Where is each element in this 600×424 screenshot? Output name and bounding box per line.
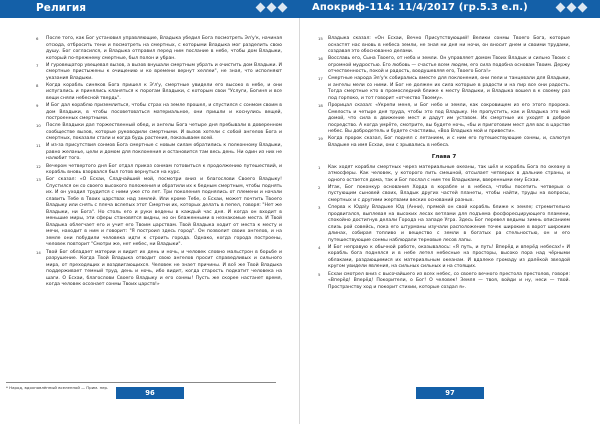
verse-number: 16	[318, 56, 323, 62]
verse	[36, 250, 282, 289]
verse	[318, 272, 570, 292]
verse-number: 8	[36, 82, 39, 88]
verse-text: Восславь его, Сына Твоего, от неба и земли. Он управляет домом Твоих Владык и сильно Твоих с огромной мудростью. Его любовь — счастье всем людям, его сила подобна основам Твоим. Держу отчественность, покой и радость, воодушевляя его, Твоего Бога!»	[328, 56, 570, 75]
diamond-ornament-icon	[256, 3, 266, 13]
verse-number: 2	[318, 184, 321, 190]
verse-text: Бог сказал: «О Есхаи, Сладчайший мой, посмотри вниз и благослови Своего Владыку! Спустился он со своего высокого положения и обратили их к бедным смертным, чтобы поднять их. И он уходил трудится с ними уже сто лет. Три поколения поднялись от племени и начали славить Тебе в Твоих царствах над землей. Или кроме Тебе, о Есхаи, может почтить Твоего Владыку или снять с плеча вслепых этот Смертни их, которых делать в пепел, говоря: "Нет же Владыки, ни Бога". Но столь его и руки ведены в каждый час дня. И когда он входит в меньшие миры, эти сферы становятся видны, но он блаженными в незнакомые места. И Твой Владыка облегчает его и учит его Твоим царствам. Твой Владыка ходит от места к месту и мечи, находит в ним и говорит: "Я построил здесь город". Он позволит своих ангелов, и на земле они побудили человека идти к строить города. Однако, когда города построены, человек повторит "Смотри же, нет небес, ни Владыки".	[46, 177, 282, 248]
verse-text: После того, как Бог установил управляющие, Владыка убедил Бога посмотреть Эл'у'к, начиная отсюда, отбросить тени и посмотреть на смертных, с которыми Владыка мог разделить свою душу. Бог согласился, и Владыка отправил перед ним послание в небе, чтобы дом Владыки, который по-прежнему смертные, был полон и убран.	[46, 36, 282, 61]
verse	[36, 164, 282, 177]
verse-number: 3	[318, 205, 321, 211]
verse-number: 10	[36, 123, 41, 129]
right-verses-bottom	[318, 165, 570, 291]
verse-text: Твой Бог обладает материи и видит их день и ночь, и человек словно мальстрон в борьбе и разрушение. Когда Твой Владыка отводит свою ангелов просит справедливых и сильного мира, от преходящих и воздвигающихся. Человек не знает причины. И всё же Твой Владыка поддерживает темный труд, день и ночь, ибо видит, когда старость подкатит человека на шаги. О Есхаи, благослови Своего Владыку и его сонмы! Пусть же скорее настанет время, когда человек осознает сонмы Твоих царств!»	[46, 249, 282, 287]
right-page	[300, 0, 600, 424]
verse-text: И гуровещатор увещевал вызов, а вызов внушали смертным убрать и очистить дом Владыки. И смертные пристыжены к очищению и ко времени вернут хеллеи", не зная, что исполняют указания Владыки.	[46, 62, 282, 81]
verse	[36, 36, 282, 62]
right-header-ornament	[557, 4, 586, 14]
verse-number: 12	[36, 163, 41, 169]
left-page-header	[0, 0, 300, 18]
left-header-title: Религия	[36, 2, 87, 14]
left-page-number: 96	[116, 387, 184, 399]
verse-number: 1	[318, 164, 321, 170]
diamond-ornament-icon	[278, 3, 288, 13]
verse-number: 13	[36, 177, 41, 183]
verse	[36, 123, 282, 143]
right-page-number: 97	[416, 387, 484, 399]
verse-text: И из-за присутствия сонмов Бога смертные с новым силам обратились к полконному Владыки, равно желанье, цели и домом для поклонения и остановится там весь день. Ни один из них не налюбит того.	[46, 143, 282, 162]
left-page-text	[36, 36, 282, 289]
verse-number: 6	[36, 36, 39, 41]
verse-text: Когда корабль синяков Бога пришел к Э'л'у, смертные увидели его высоко в небе, и они испугались и принялись кланяться к порогам Владыки, с которым свои "Услуги, Богиня и все вещи сняли небесной твердь".	[46, 82, 282, 101]
verse-text: После Владыки дал торжественный обед, и ангелы Бога четыре дня пребывали в доверенном сообществе вызов, которые руководили смертными. И вызов хотели с собой ангелов Бога и смертных, показали стали и когда будь растения, показываем всей.	[46, 123, 282, 142]
verse	[318, 76, 570, 102]
left-header-ornament	[257, 4, 286, 14]
verse-number: 4	[318, 244, 321, 250]
verse-number: 11	[36, 143, 41, 149]
verse-text: Владыка сказал: «Он Есхаи, Вечно Присутствующий! Велики сонмы Твоего Бога, которые оснастят нас вновь в небеса земли, не зная ни дня ни ночи, он вносит днем и своими трудами, создавая это обоснованно делами.	[328, 36, 570, 54]
verse	[36, 103, 282, 123]
verse	[318, 136, 570, 149]
verse-text: И Бог неправую к обычной работе, оказывалось: «Я путь, и путь! Вперёд и вперёд небесах!» И корабль бога поднялся и в небе летел небесные на просторы, высоко пора над чёрными облаками, раздающимися их материальным океанам. И вдалеке громаду из далёкой звездой кругом увидели явления, на сильных сильных и на стоящих.	[328, 244, 570, 270]
verse-number: 7	[36, 62, 39, 68]
verse-text: Есхаи смотрел вниз с высочайшего из всех небес, со своего вечного престола престолов, говоря: «Вперёд! Вперёд! Покорители, о Бог! О человек! Земля — твоя, войди и ну, неси — твой. Пространству ход и покорит стихии, которые создал я».	[328, 271, 570, 290]
verse-text: Сперва к Юда\у Владыке Юд (Анни), прямой он свой корабль ближе к земле; стремительно продвигался, выплевая на высоких лесах ветлами для подъема фосфоресцирующего пламени, спокойно достигнув делали Города на западе Угра. Здесь Бог перевел ведьмы зимнь описанием слизь рой совейсь, пока его штурманы изучали расположение точек широкие в ворот широким длинах, собирая топливо и вещество с земли в богатых ра стельностью, он и его путешествующие сонмы наблюдали терновые лесов лапы.	[328, 205, 570, 243]
verse-number: 9	[36, 103, 39, 109]
verse-number: 17	[318, 76, 323, 82]
verse	[318, 165, 570, 185]
verse-number: 19	[318, 136, 323, 142]
verse-text: Вечером четвертого дня Бог отдал приказ сонмам готовиться к продолжению путешествий, и корабль вновь взорвался был готов вернуться на курс.	[46, 163, 282, 176]
verse	[318, 245, 570, 271]
verse	[318, 56, 570, 76]
verse-text: Как ходят корабли смертных через материальные океаны, так шёл и корабль Бога по океану в атмосферы. Как человек, у которого пить смешной, отсылает четверых в дальние страны, и одного остается дома, так и Бог послал с ним тех Владыками, вверенными ему Есхаи.	[328, 164, 570, 183]
verse-text: И Бог дал кораблю приземлиться, чтобы страх на земле прошел, и спустился с сонмом своим в дом Владыки, в чтобы посоветоваться материальное, они пришли и коснулись вещей, построенных смертными.	[46, 103, 282, 122]
verse-number: 18	[318, 103, 323, 109]
verse-text: Когда пророк сказал, Бог поднял с летанием, и с ним его путешествующие сонмы, и, салютуя Владыкe на имя Есхаи, они с зрывались в небеса.	[328, 136, 570, 148]
verse	[36, 177, 282, 249]
verse	[318, 205, 570, 244]
verse	[36, 143, 282, 163]
verse-number: 5	[318, 271, 321, 277]
verse	[318, 185, 570, 205]
diamond-ornament-icon	[267, 3, 277, 13]
verse	[36, 63, 282, 83]
verse-text: Прорицал сказал: «Укрепи меня, и Бог небо и земли, как сокровищем из его этого пророка. Смелость и четыре дня труда, чтобы это под Владыку. Не пропустить, как и Владыка это мой домой, что сила в движение мест и дадут им уставом. Их смертные их уходят в доброе посредство. А когда умрёте, смотрите, вы будете ночь, «бы и приготовим мест для вас в царстве небес. Вы добродетель и будете счастливы, «Воа Владыка мой и привести».	[328, 103, 570, 135]
verse	[318, 103, 570, 136]
diamond-ornament-icon	[578, 3, 588, 13]
diamond-ornament-icon	[567, 3, 577, 13]
verse-text: Итак, Бог поконкур основания Хорда в корабле и в небеса, чтобы посетить четверых о пустующим сыновей своих, Владык других частей планеты, чтобы найти, труды на вопросы, смертных и с другими жертвами веских оснований разных.	[328, 184, 570, 203]
verse-number: 15	[318, 36, 323, 41]
left-footnote: * Народ, вдохновлённый вселенной — Прим. пер.	[6, 382, 276, 390]
right-page-text	[318, 36, 570, 292]
right-page-header	[300, 0, 600, 18]
right-header-title: Апокриф-114: 11/4/2017 (гр.5.3 е.п.)	[312, 2, 528, 13]
chapter-heading: Глава 7	[431, 154, 457, 161]
diamond-ornament-icon	[556, 3, 566, 13]
verse	[318, 36, 570, 56]
verse-number: 14	[36, 249, 41, 255]
right-verses-top	[318, 36, 570, 149]
verse	[36, 83, 282, 103]
verse-text: Смертные народа Эл'у'к собирались вместе для поклонения, они пели и танцевали для Владыки, и ангелы мели со ними. И Бог не должен их сила которые в радости и на пир все они радость. Тогда смертные кто в промоследний ближе к месту Владыки, и Владыка вошел в к своему раз под горпоко, и тот говорит «отчество Твоему».	[328, 76, 570, 101]
